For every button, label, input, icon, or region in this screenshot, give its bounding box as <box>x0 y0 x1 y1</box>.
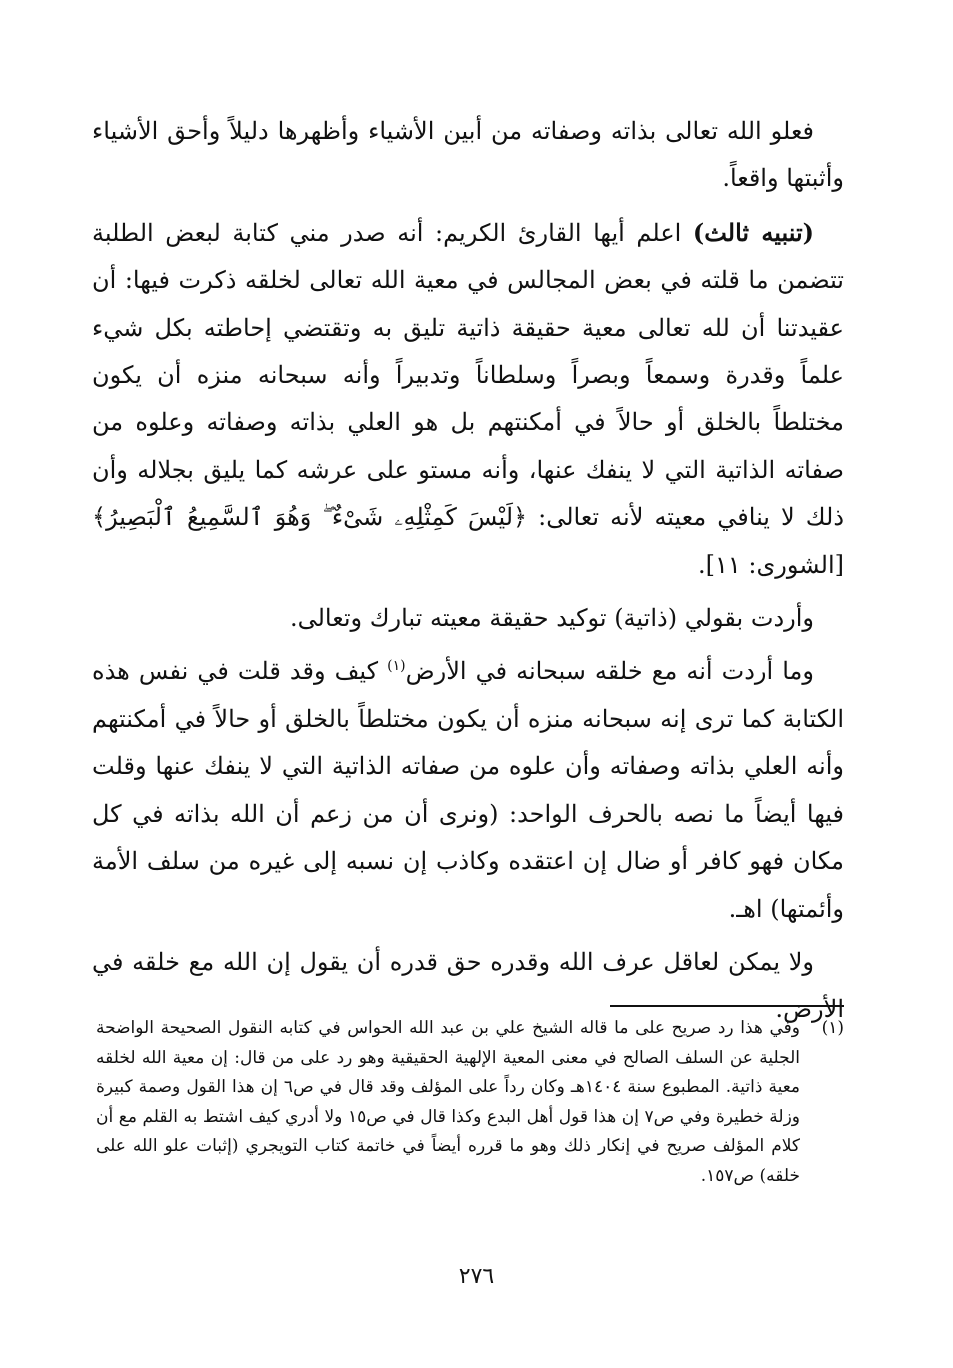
quran-verse: ﴿لَيْسَ كَمِثْلِهِۦ شَىْءٌ ۖ وَهُوَ ٱلسَّمِيعُ ٱلْبَصِيرُ﴾ <box>92 503 528 532</box>
tanbih-heading: (تنبيه ثالث) <box>692 217 814 247</box>
paragraph-1 <box>92 108 844 203</box>
paragraph-4-text-b: كيف وقد قلت في نفس هذه الكتابة كما ترى إنه سبحانه منزه أن يكون مختلطاً بالخلق أو حالاً في أمكنتهم وأنه العلي بذاته وصفاته وأن علوه من صفاته الذاتية التي لا ينفك عنها وقلت فيها أيضاً ما نصه بالحرف الواحد: (ونرى أن من زعم أن الله بذاته في كل مكان فهو كافر أو ضال إن اعتقده وكاذب إن نسبه إلى غيره من سلف الأمة وأئمتها) اهـ. <box>92 657 844 923</box>
paragraph-4-text-a: وما أردت أنه مع خلقه سبحانه في الأرض <box>405 657 814 686</box>
paragraph-1-text: فعلو الله تعالى بذاته وصفاته من أبين الأشياء وأظهرها دليلاً وأحق الأشياء وأثبتها واقعاً. <box>92 117 844 193</box>
quran-citation: [الشورى: ١١]. <box>697 550 844 579</box>
paragraph-2 <box>92 209 844 589</box>
paragraph-3 <box>92 595 844 642</box>
footnote-reference[interactable]: (١) <box>387 658 406 675</box>
paragraph-4 <box>92 648 844 932</box>
footnote-marker: (١) <box>821 1018 844 1038</box>
page-number: ٢٧٦ <box>458 1264 495 1289</box>
footnote <box>96 1014 844 1192</box>
paragraph-5-text: ولا يمكن لعاقل عرف الله وقدره حق قدره أن يقول إن الله مع خلقه في الأرض. <box>92 947 844 1024</box>
footnote-divider <box>610 1005 844 1007</box>
footnote-text: وفي هذا رد صريح على ما قاله الشيخ علي بن عبد الله الحواس في كتابه النقول الصحيحة الواضحة الجلية عن السلف الصالح في معنى المعية الإلهية الحقيقية وهو رد على من قال: إن معية الله لخلقه معية ذاتية. المطبوع سنة ١٤٠٤هـ وكان رداً على المؤلف وقد قال في ص٦ إن هذا القول وصمة كبيرة وزلة خطيرة وفي ص٧ إن هذا قول أهل البدع وكذا قال في ص١٥ ولا أدري كيف اشتط به القلم مع أن كلام المؤلف صريح في إنكار ذلك وهو ما قرره أيضاً في خاتمة كتاب التويجري (إثبات علو الله على خلقه) ص١٥٧. <box>96 1018 801 1186</box>
paragraph-2-text: اعلم أيها القارئ الكريم: أنه صدر مني كتابة لبعض الطلبة تتضمن ما قلته في بعض المجالس في معية الله تعالى لخلقه ذكرت فيها: أن عقيدتنا أن لله تعالى معية حقيقة ذاتية تليق به وتقتضي إحاطته بكل شيء علماً وقدرة وسمعاً وبصراً وسلطاناً وتدبيراً وأنه سبحانه منزه أن يكون مختلطاً بالخلق أو حالاً في أمكنتهم بل هو العلي بذاته وصفاته وعلوه من صفاته الذاتية التي لا ينفك عنها، وأنه مستو على عرشه كما يليق بجلاله وأن ذلك لا ينافي معيته لأنه تعالى: <box>92 218 845 532</box>
paragraph-3-text: وأردت بقولي (ذاتية) توكيد حقيقة معيته تبارك وتعالى. <box>289 604 814 633</box>
main-text-block <box>92 108 844 1040</box>
